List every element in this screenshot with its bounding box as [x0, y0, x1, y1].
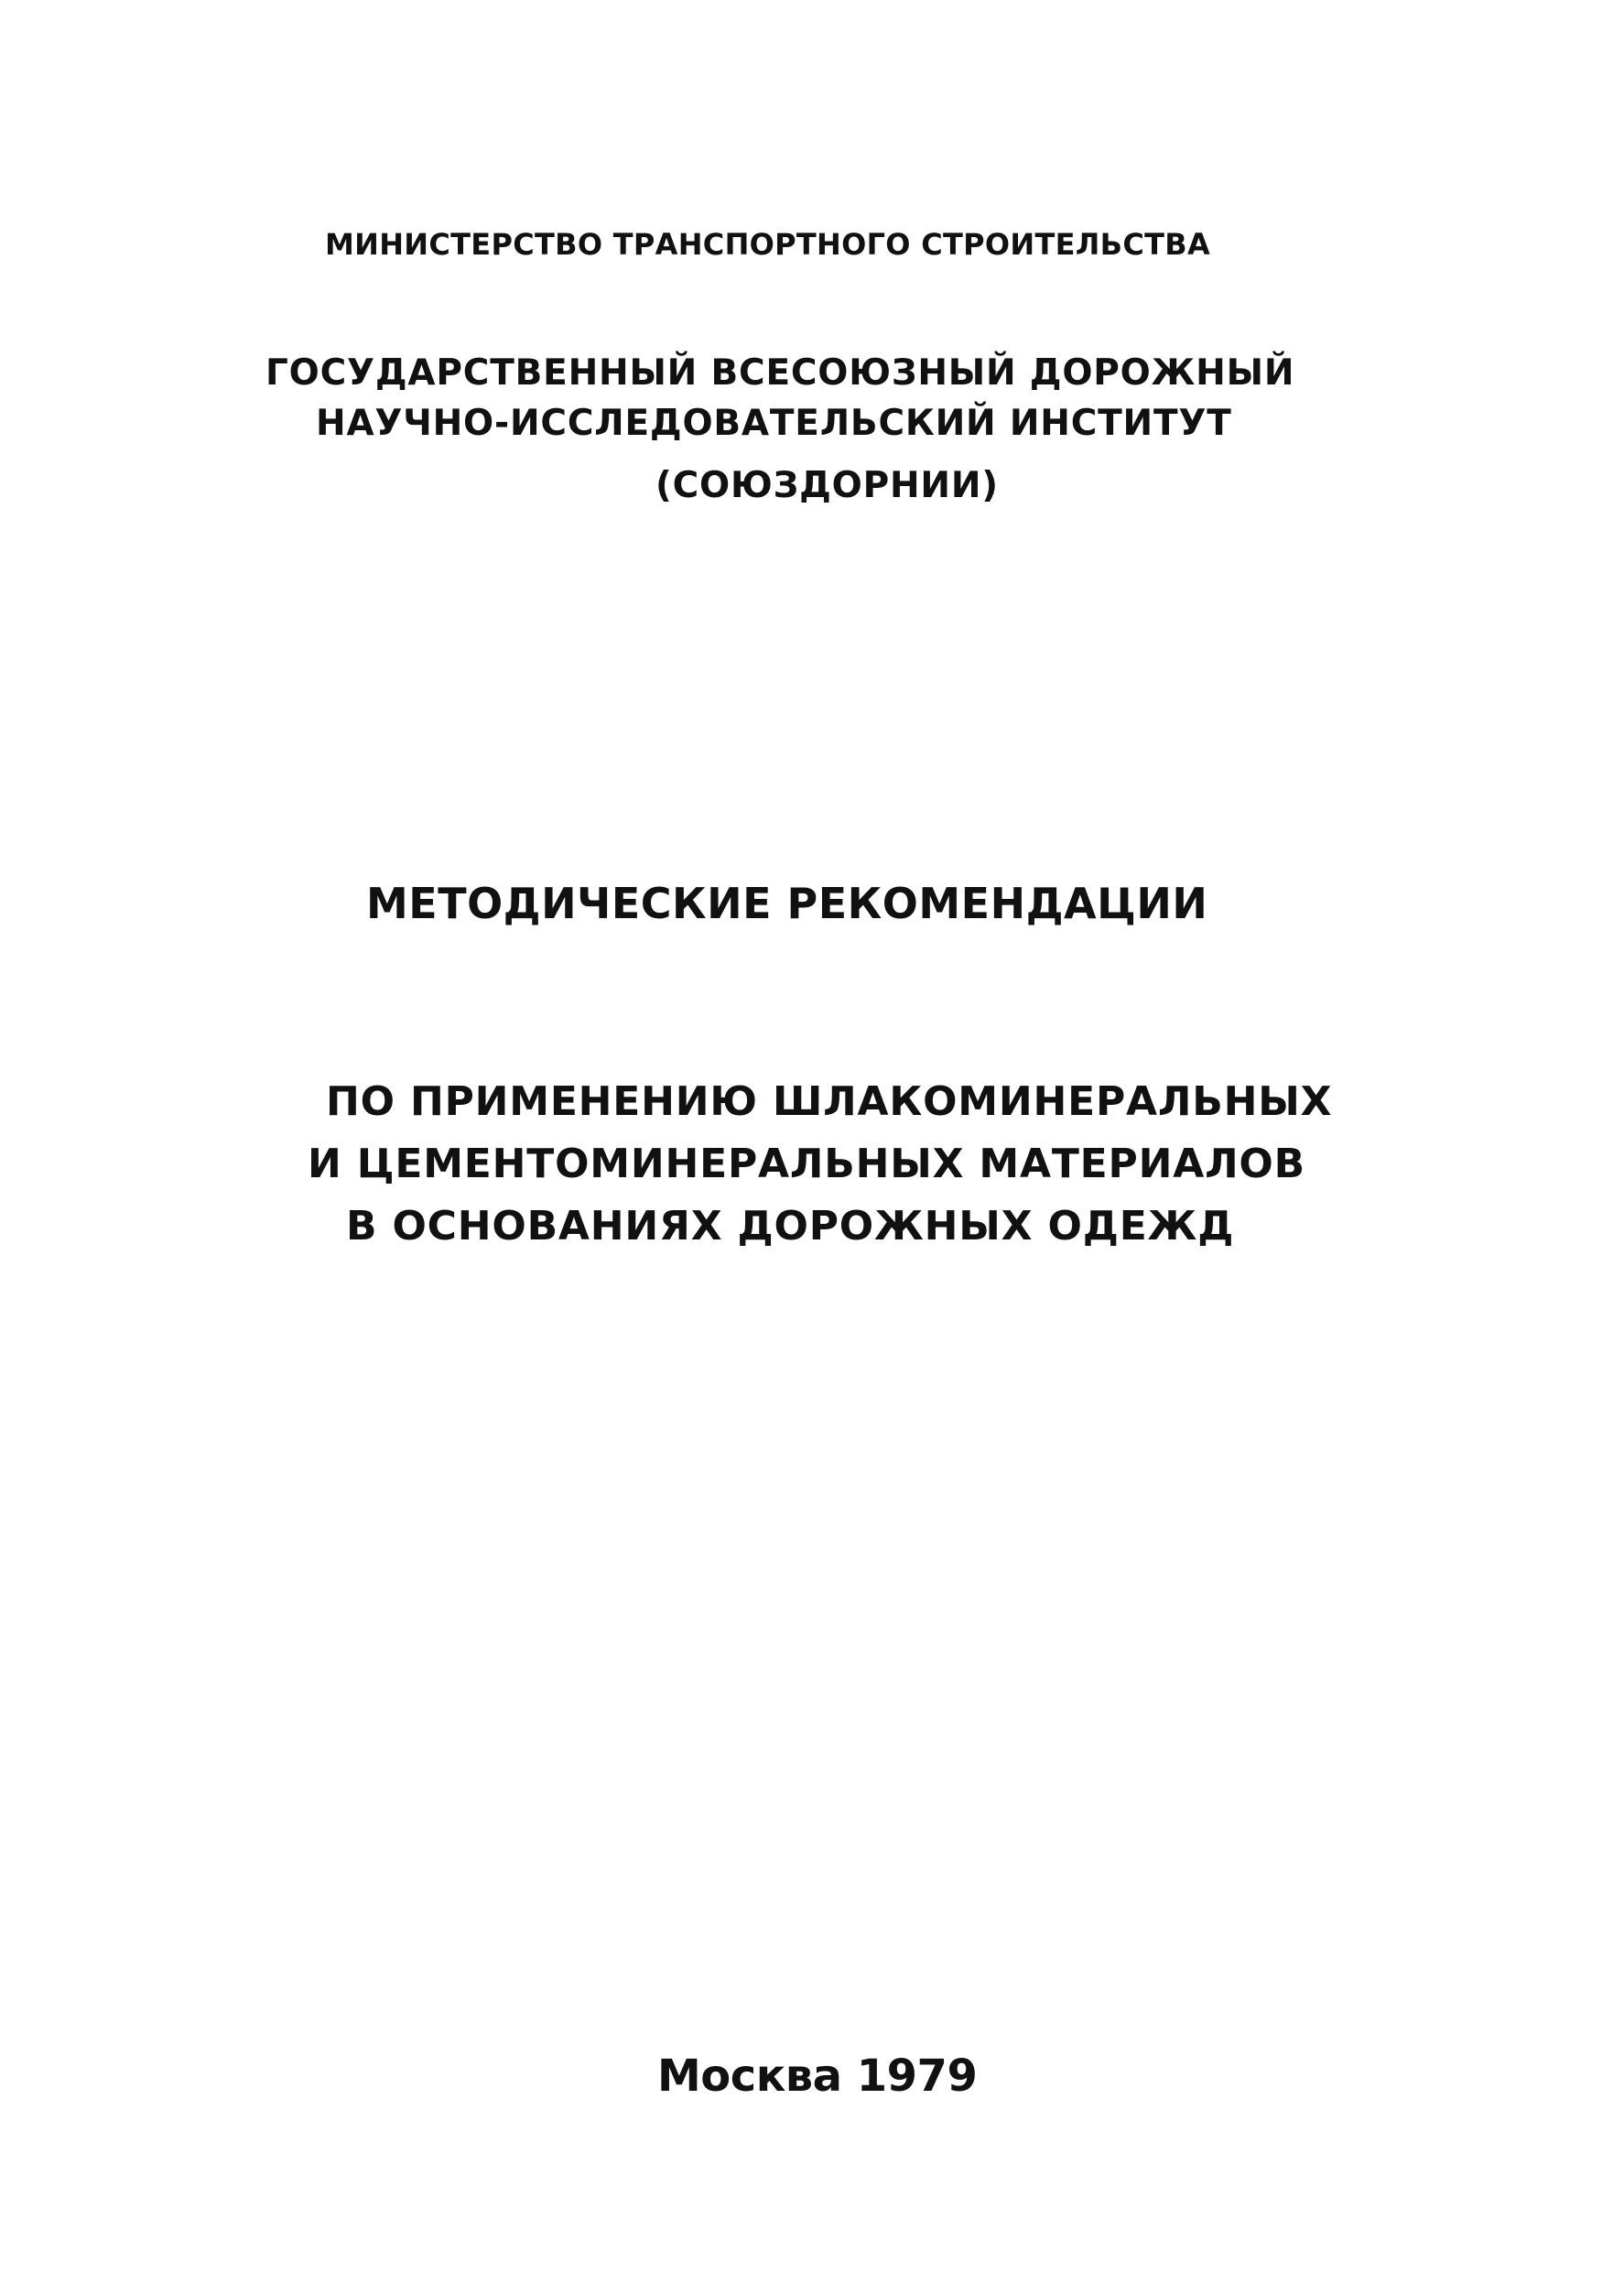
document-subtitle-line-3: В ОСНОВАНИЯХ ДОРОЖНЫХ ОДЕЖД [346, 1203, 1235, 1250]
publication-place-year: Москва 1979 [657, 2050, 978, 2102]
document-title: МЕТОДИЧЕСКИЕ РЕКОМЕНДАЦИИ [366, 879, 1208, 928]
institute-name-line-1: ГОСУДАРСТВЕННЫЙ ВСЕСОЮЗНЫЙ ДОРОЖНЫЙ [265, 352, 1295, 394]
document-subtitle-line-1: ПО ПРИМЕНЕНИЮ ШЛАКОМИНЕРАЛЬНЫХ [326, 1078, 1333, 1125]
institute-abbreviation: (СОЮЗДОРНИИ) [655, 465, 999, 506]
institute-name-line-2: НАУЧНО-ИССЛЕДОВАТЕЛЬСКИЙ ИНСТИТУТ [316, 403, 1232, 444]
document-subtitle-line-2: И ЦЕМЕНТОМИНЕРАЛЬНЫХ МАТЕРИАЛОВ [308, 1141, 1305, 1187]
ministry-name: МИНИСТЕРСТВО ТРАНСПОРТНОГО СТРОИТЕЛЬСТВА [325, 227, 1211, 262]
